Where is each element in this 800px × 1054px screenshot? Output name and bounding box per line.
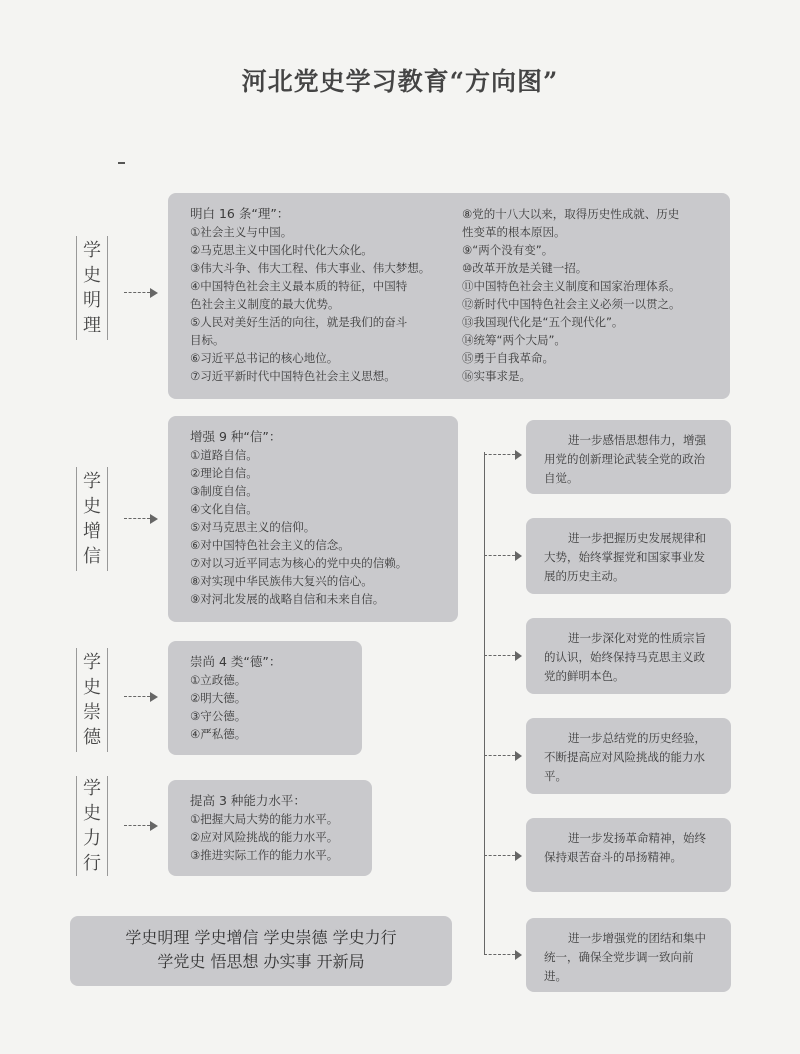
list-item: ⑬我国现代化是“五个现代化”。: [462, 315, 624, 329]
category-lixing: [76, 776, 108, 876]
list-item: ①立政德。: [190, 673, 247, 687]
list-item: ⑤对马克思主义的信仰。: [190, 520, 316, 534]
arrow-chongde: [124, 692, 158, 702]
list-item: ④严私德。: [190, 727, 247, 741]
list-item: ⑤人民对美好生活的向往，就是我们的奋斗: [190, 315, 408, 329]
list-item: ①道路自信。: [190, 448, 258, 462]
zengxin-heading: 增强 9 种“信”：: [190, 429, 282, 444]
outcome-box-2: 进一步把握历史发展规律和大势，始终掌握党和国家事业发展的历史主动。: [526, 518, 731, 594]
list-item: 性变革的根本原因。: [462, 225, 566, 239]
arrow-outcome-1: [484, 450, 522, 460]
list-item: ②应对风险挑战的能力水平。: [190, 830, 339, 844]
outcome-box-3: 进一步深化对党的性质宗旨的认识，始终保持马克思主义政党的鲜明本色。: [526, 618, 731, 694]
arrow-outcome-5: [484, 851, 522, 861]
list-item: ③守公德。: [190, 709, 247, 723]
lixing-box: [168, 780, 372, 876]
list-item: ②马克思主义中国化时代化大众化。: [190, 243, 373, 257]
arrow-outcome-6: [484, 950, 522, 960]
list-item: ⑪中国特色社会主义制度和国家治理体系。: [462, 279, 681, 293]
list-item: ②理论自信。: [190, 466, 258, 480]
outcome-box-4: 进一步总结党的历史经验，不断提高应对风险挑战的能力水平。: [526, 718, 731, 794]
list-item: 色社会主义制度的最大优势。: [190, 297, 340, 311]
category-zengxin: [76, 467, 108, 571]
list-item: ①把握大局大势的能力水平。: [190, 812, 339, 826]
list-item: ①社会主义与中国。: [190, 225, 293, 239]
arrow-mingli: [124, 288, 158, 298]
list-item: ⑧对实现中华民族伟大复兴的信心。: [190, 574, 373, 588]
slogan-line-1: 学史明理 学史增信 学史崇德 学史力行: [125, 928, 397, 947]
mingli-right-column: [462, 205, 681, 385]
category-lixing-label: 学史力行: [83, 778, 101, 874]
category-mingli: [76, 236, 108, 340]
list-item: ④文化自信。: [190, 502, 258, 516]
list-item: ⑥习近平总书记的核心地位。: [190, 351, 339, 365]
connector-line: [484, 452, 485, 955]
slogan-line-2: 学党史 悟思想 办实事 开新局: [157, 952, 365, 971]
list-item: ⑧党的十八大以来，取得历史性成就、历史: [462, 207, 680, 221]
page-title: 河北党史学习教育“方向图”: [241, 67, 559, 96]
category-chongde: [76, 648, 108, 752]
list-item: ⑫新时代中国特色社会主义必须一以贯之。: [462, 297, 681, 311]
list-item: ⑨“两个没有变”。: [462, 243, 554, 257]
chongde-heading: 崇尚 4 类“德”：: [190, 654, 282, 669]
list-item: ⑥对中国特色社会主义的信念。: [190, 538, 350, 552]
chongde-box: [168, 641, 362, 755]
list-item: ③伟大斗争、伟大工程、伟大事业、伟大梦想。: [190, 261, 431, 275]
list-item: ③推进实际工作的能力水平。: [190, 848, 339, 862]
list-item: ⑦对以习近平同志为核心的党中央的信赖。: [190, 556, 408, 570]
mingli-left-column: [190, 205, 430, 385]
list-item: ②明大德。: [190, 691, 247, 705]
outcome-box-6: 进一步增强党的团结和集中统一，确保全党步调一致向前进。: [526, 918, 731, 992]
category-mingli-label: 学史明理: [83, 240, 101, 336]
list-item: ③制度自信。: [190, 484, 258, 498]
arrow-outcome-3: [484, 651, 522, 661]
list-item: ⑮勇于自我革命。: [462, 351, 554, 365]
list-item: ⑩改革开放是关键一招。: [462, 261, 588, 275]
dash-mark: [118, 162, 125, 164]
zengxin-box: [168, 416, 458, 622]
arrow-outcome-4: [484, 751, 522, 761]
outcome-box-5: 进一步发扬革命精神，始终保持艰苦奋斗的昂扬精神。: [526, 818, 731, 892]
slogan-box: [70, 916, 452, 986]
list-item: ⑦习近平新时代中国特色社会主义思想。: [190, 369, 396, 383]
arrow-outcome-2: [484, 551, 522, 561]
lixing-heading: 提高 3 种能力水平：: [190, 793, 306, 808]
list-item: ⑨对河北发展的战略自信和未来自信。: [190, 592, 385, 606]
arrow-zengxin: [124, 514, 158, 524]
mingli-heading: 明白 16 条“理”：: [190, 206, 290, 221]
category-zengxin-label: 学史增信: [83, 471, 101, 567]
list-item: ⑭统筹“两个大局”。: [462, 333, 566, 347]
outcome-box-1: 进一步感悟思想伟力，增强用党的创新理论武装全党的政治自觉。: [526, 420, 731, 494]
mingli-box: [168, 193, 730, 399]
list-item: ④中国特色社会主义最本质的特征，中国特: [190, 279, 408, 293]
category-chongde-label: 学史崇德: [83, 652, 101, 748]
arrow-lixing: [124, 821, 158, 831]
list-item: 目标。: [190, 333, 225, 347]
list-item: ⑯实事求是。: [462, 369, 531, 383]
